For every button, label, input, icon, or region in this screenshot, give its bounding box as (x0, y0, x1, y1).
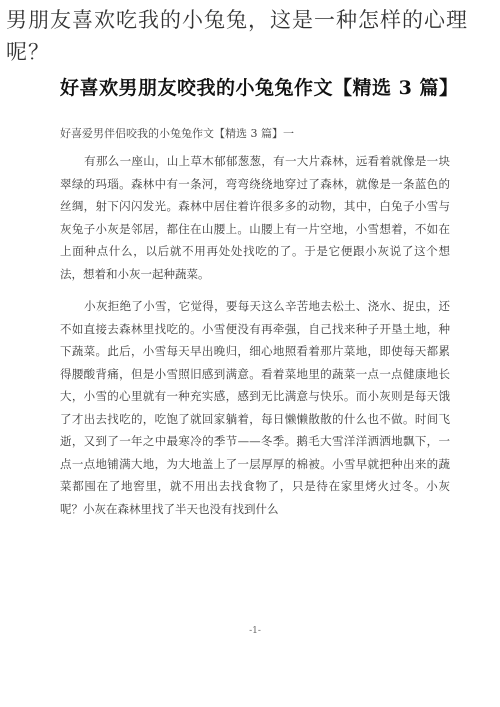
document-subtitle: 好喜爱男伴侣咬我的小兔兔作文【精选 3 篇】一 (60, 127, 294, 140)
paragraph-1: 有那么一座山，山上草木郁郁葱葱，有一大片森林，远看着就像是一块翠绿的玛瑙。森林中有一条河，弯弯绕绕地穿过了森林，就像是一条蓝色的丝绸，射下闪闪发光。森林中居住着许很多多的动物，其中，白兔子小雪与灰兔子小灰是邻居，都住在山腰上。山腰上有一片空地，小雪想着，不如在上面种点什么，以后就不用再处处找吃的了。于是它便跟小灰说了这个想法，想着和小灰一起种蔬菜。 (60, 154, 450, 281)
question-title: 男朋友喜欢吃我的小兔兔，这是一种怎样的心理呢？ (6, 8, 468, 64)
document-page (60, 72, 459, 707)
page-number: -1- (249, 626, 261, 636)
paragraph-2: 小灰拒绝了小雪，它觉得，要每天这么辛苦地去松土、浇水、捉虫，还不如直接去森林里找吃的。小雪便没有再牵强，自己找来种子开垦土地，种下蔬菜。此后，小雪每天早出晚归，细心地照看着那片菜地，即使每天都累得腰酸背痛，但是小雪照旧感到满意。看着菜地里的蔬菜一点一点健康地长大，小雪的心里就有一种充实感，感到无比满意与快乐。而小灰则是每天饿了才出去找吃的，吃饱了就回家躺着，每日懒懒散散的什么也不做。时间飞逝，又到了一年之中最寒冷的季节——冬季。鹅毛大雪洋洋洒洒地飘下，一点一点地铺满大地，为大地盖上了一层厚厚的棉被。小雪早就把种出来的蔬菜都囤在了地窖里，就不用出去找食物了，只是待在家里烤火过冬。小灰呢？小灰在森林里找了半天也没有找到什么 (60, 299, 450, 516)
document-title: 好喜欢男朋友咬我的小兔兔作文【精选 3 篇】 (60, 77, 459, 99)
